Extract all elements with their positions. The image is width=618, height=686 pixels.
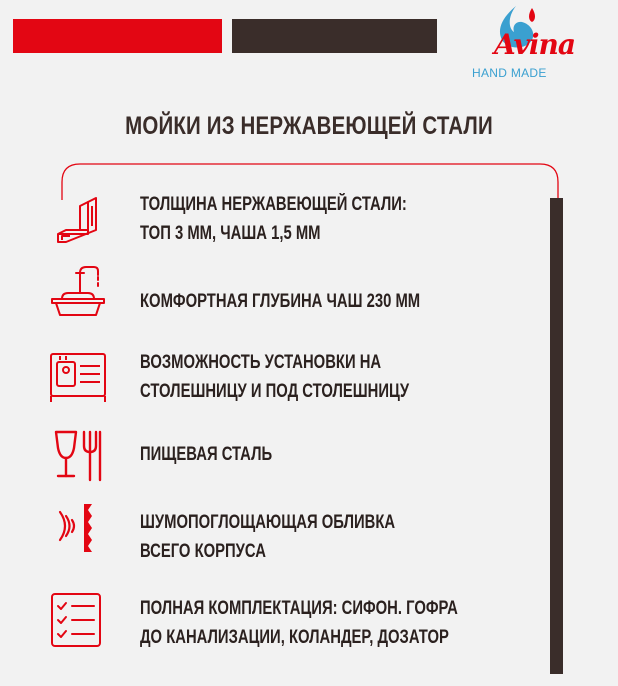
sink-faucet-icon [48, 263, 108, 323]
steel-profile-icon [48, 190, 108, 250]
feature-text: ВОЗМОЖНОСТЬ УСТАНОВКИ НА СТОЛЕШНИЦУ И ПОД СТОЛЕШНИЦУ [140, 352, 410, 402]
feature-text: КОМФОРТНАЯ ГЛУБИНА ЧАШ 230 ММ [140, 291, 421, 312]
countertop-install-icon [48, 348, 108, 408]
feature-text: ПИЩЕВАЯ СТАЛЬ [140, 444, 273, 465]
brand-logo [468, 2, 598, 82]
noise-absorption-icon [48, 496, 108, 556]
side-accent-bar [550, 198, 563, 674]
feature-noise-absorption [40, 508, 540, 578]
feature-installation [40, 348, 540, 418]
brand-name: Avina [494, 28, 575, 61]
page-title: МОЙКИ ИЗ НЕРЖАВЕЮЩЕЙ СТАЛИ [125, 112, 493, 140]
feature-text: ТОЛЩИНА НЕРЖАВЕЮЩЕЙ СТАЛИ: ТОП 3 ММ, ЧАША 1,5 ММ [140, 194, 407, 244]
feature-text: ПОЛНАЯ КОМПЛЕКТАЦИЯ: СИФОН. ГОФРА ДО КАНАЛИЗАЦИИ, КОЛАНДЕР, ДОЗАТОР [140, 598, 458, 648]
dark-header-bar [232, 19, 437, 53]
feature-full-kit [40, 594, 540, 664]
feature-food-grade [40, 426, 540, 496]
red-header-bar [13, 19, 222, 53]
feature-text: ШУМОПОГЛОЩАЮЩАЯ ОБЛИВКА ВСЕГО КОРПУСА [140, 512, 396, 562]
food-grade-icon [48, 426, 108, 486]
checklist-icon [48, 590, 108, 650]
feature-steel-thickness [40, 190, 540, 260]
feature-bowl-depth [40, 271, 540, 341]
brand-tagline: HAND MADE [472, 66, 547, 80]
